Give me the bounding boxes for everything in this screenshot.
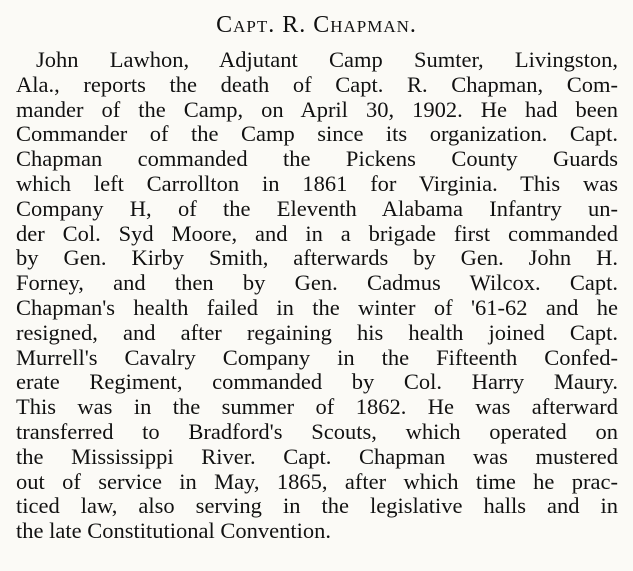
body-line: ticed law, also serving in the legislative halls and in [16,493,618,519]
body-line: Chapman commanded the Pickens County Guards [16,146,618,172]
body-line: resigned, and after regaining his health joined Capt. [16,319,618,345]
body-line: John Lawhon, Adjutant Camp Sumter, Livingston, [36,47,618,72]
body-line: the late Constitutional Convention. [16,518,331,544]
body-line: Company H, of the Eleventh Alabama Infantry un- [16,195,618,221]
body-line: out of service in May, 1865, after which time he prac- [16,468,618,494]
body-line: by Gen. Kirby Smith, afterwards by Gen. John H. [16,245,618,271]
article-title: Capt. R. Chapman. [216,12,417,38]
body-line: Ala., reports the death of Capt. R. Chapman, Com- [16,71,618,97]
body-line: erate Regiment, commanded by Col. Harry Maury. [16,369,618,395]
article-body [16,48,618,544]
body-line: Commander of the Camp since its organization. Capt. [16,121,618,147]
body-line: Chapman's health failed in the winter of '61-62 and he [16,294,618,320]
body-line: Forney, and then by Gen. Cadmus Wilcox. Capt. [16,270,618,296]
body-line: mander of the Camp, on April 30, 1902. He had been [16,96,618,122]
body-line: the Mississippi River. Capt. Chapman was mustered [16,443,618,469]
body-line: which left Carrollton in 1861 for Virginia. This was [16,170,618,196]
body-line: This was in the summer of 1862. He was afterward [16,394,618,420]
body-line: der Col. Syd Moore, and in a brigade first commanded [16,220,618,246]
body-line: transferred to Bradford's Scouts, which operated on [16,418,618,444]
body-line: Murrell's Cavalry Company in the Fifteenth Confed- [16,344,618,370]
